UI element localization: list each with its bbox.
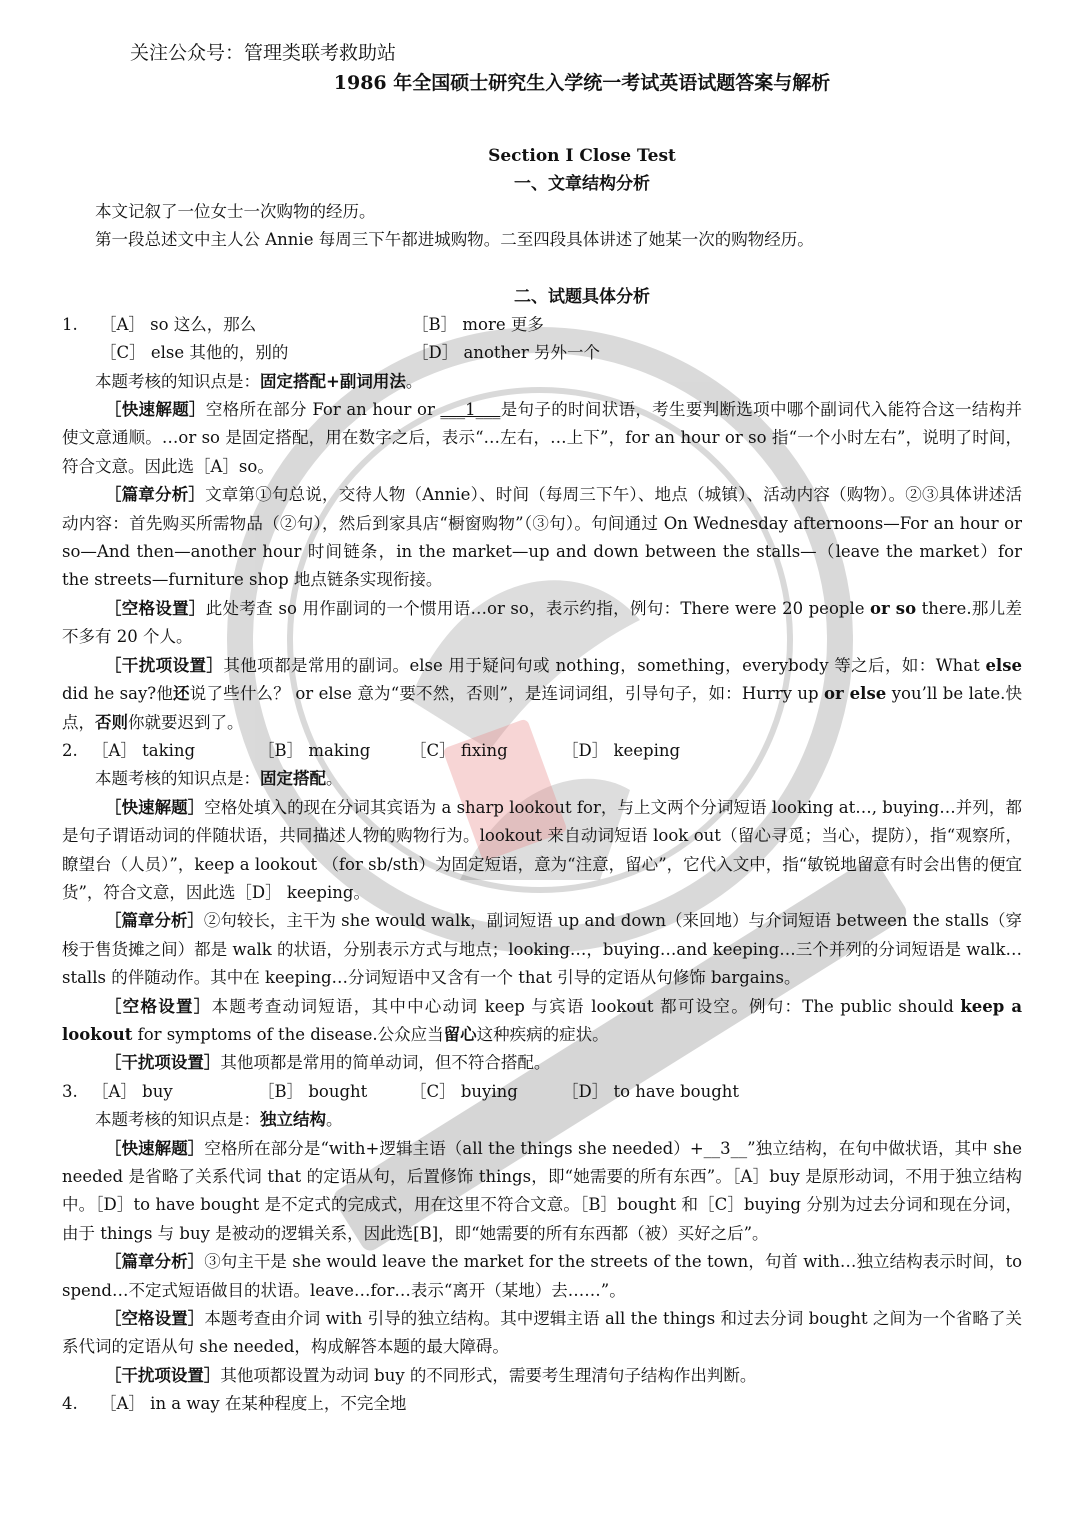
- question-1: [62, 311, 1022, 737]
- q1-option-b: ［B］ more 更多: [412, 314, 544, 334]
- q1-option-c: ［C］ else 其他的，别的: [100, 343, 289, 363]
- q3-distractor-setting: ［干扰项设置］其他项都设置为动词 buy 的不同形式，需要考生理清句子结构作出判断。: [104, 1365, 757, 1385]
- header-notice: 关注公众号：管理类联考救助站: [130, 42, 397, 64]
- q3-quick-solution: ［快速解题］空格所在部分是“with+逻辑主语（all the things she needed）+__3__”独立结构，在句中做状语，其中 she needed 是省略了关系代词 that 的定语从句，后置修饰 things，即“她需要的所有东西”。［A］buy 是原形动词，不用于独立结构中。［D］to have bought 是不定式的完成式，用在这里不符合文意。［B］bought 和［C］buying 分别为过去分词和现在分词，由于 things 与 buy 是被动的逻辑关系，因此选[B]，即“她需要的所有东西都（被）买好之后”。: [62, 1138, 1022, 1243]
- document-body: [62, 38, 1022, 1419]
- q2-number: 2.: [62, 740, 78, 760]
- q3-passage-analysis: ［篇章分析］③句主干是 she would leave the market for the streets of the town，句首 with…独立结构表示时间，to spend…不定式短语做目的状语。leave…for…表示“离开（某地）去……”。: [62, 1252, 1023, 1300]
- question-3: [62, 1078, 1022, 1390]
- q1-options-row2: [62, 339, 1022, 367]
- q2-distractor-setting: ［干扰项设置］其他项都是常用的简单动词，但不符合搭配。: [104, 1053, 551, 1073]
- q1-quick-solution: ［快速解题］空格所在部分 For an hour or ___1___是句子的时间状语，考生要判断选项中哪个副词代入能符合这一结构并使文意通顺。…or so 是固定搭配，用在数字之后，表示“…左右，…上下”，for an hour or so 指“一个小时左右”，说明了时间，符合文意。因此选［A］so。: [62, 400, 1023, 476]
- q3-options-row: [62, 1078, 1022, 1106]
- q1-number: 1.: [62, 314, 78, 334]
- q4-options-row: [62, 1390, 1022, 1418]
- q2-option-d: ［D］ keeping: [562, 740, 681, 760]
- q2-knowledge-point: 本题考核的知识点是：固定搭配。: [95, 769, 343, 789]
- q1-knowledge-point: 本题考核的知识点是：固定搭配+副词用法。: [95, 371, 423, 391]
- q3-option-a: ［A］ buy: [92, 1081, 173, 1101]
- q3-option-d: ［D］ to have bought: [562, 1081, 740, 1101]
- q2-passage-analysis: ［篇章分析］②句较长，主干为 she would walk，副词短语 up and down（来回地）与介词短语 between the stalls（穿梭于售货摊之间）都是 walk 的状语，分别表示方式与地点；looking…，buying…and keeping…三个并列的分词短语是 walk…stalls 的伴随动作。其中在 keeping…分词短语中又含有一个 that 引导的定语从句修饰 bargains。: [62, 911, 1022, 988]
- q3-option-b: ［B］ bought: [258, 1081, 368, 1101]
- q2-blank-setting: ［空格设置］本题考查动词短语，其中中心动词 keep 与宾语 lookout 都可设空。例句：The public should keep a lookout for symptoms of the disease.公众应当留心这种疾病的症状。: [62, 996, 1023, 1044]
- question-2: [62, 737, 1022, 1078]
- part2-title: 二、试题具体分析: [514, 286, 650, 307]
- q4-option-a: ［A］ in a way 在某种程度上，不完全地: [100, 1394, 407, 1414]
- q3-number: 3.: [62, 1081, 78, 1101]
- q2-option-c: ［C］ fixing: [410, 740, 508, 760]
- q4-number: 4.: [62, 1394, 78, 1414]
- page-title: 1986 年全国硕士研究生入学统一考试英语试题答案与解析: [333, 72, 831, 94]
- q1-option-a: ［A］ so 这么，那么: [100, 314, 257, 334]
- q1-blank-setting: ［空格设置］此处考查 so 用作副词的一个惯用语…or so，表示约指，例句：There were 20 people or so there.那儿差不多有 20 个人。: [62, 598, 1022, 647]
- q3-knowledge-point: 本题考核的知识点是：独立结构。: [95, 1110, 343, 1130]
- q2-options-row: [62, 737, 1022, 765]
- part1-paragraph-2: 第一段总述文中主人公 Annie 每周三下午都进城购物。二至四段具体讲述了她某一次的购物经历。: [95, 230, 814, 250]
- q2-option-b: ［B］ making: [258, 740, 371, 760]
- part1-title: 一、文章结构分析: [514, 174, 650, 194]
- section-title: Section I Close Test: [488, 146, 676, 166]
- part1-paragraph-1: 本文记叙了一位女士一次购物的经历。: [95, 202, 376, 221]
- q1-passage-analysis: ［篇章分析］文章第①句总说，交待人物（Annie）、时间（每周三下午）、地点（城镇）、活动内容（购物）。②③具体讲述活动内容：首先购买所需物品（②句），然后到家具店“橱窗购物”（③句）。句间通过 On Wednesday afternoons—For an hour or so—And then—another hour 时间链条，in the market—up and down between the stalls—（leave the market）for the streets—furniture shop 地点链条实现衔接。: [62, 485, 1023, 590]
- q1-distractor-setting: ［干扰项设置］其他项都是常用的副词。else 用于疑问句或 nothing，something，everybody 等之后，如：What else did he say?他还说了些什么？ or else 意为“要不然，否则”，是连词词组，引导句子，如：Hurry up or else you’ll be late.快点，否则你就要迟到了。: [62, 655, 1023, 732]
- q2-option-a: ［A］ taking: [92, 740, 196, 760]
- q2-quick-solution: ［快速解题］空格处填入的现在分词其宾语为 a sharp lookout for，与上文两个分词短语 looking at…, buying…并列，都是句子谓语动词的伴随状语，共同描述人物的购物行为。lookout 来自动词短语 look out（留心寻觅；当心，提防），指“观察所，瞭望台（人员）”，keep a lookout （for sb/sth）为固定短语，意为“注意，留心”，它代入文中，指“敏锐地留意有时会出售的便宜货”，符合文意，因此选［D］ keeping。: [62, 797, 1022, 902]
- q1-option-d: ［D］ another 另外一个: [412, 343, 601, 363]
- q3-blank-setting: ［空格设置］本题考查由介词 with 引导的独立结构。其中逻辑主语 all the things 和过去分词 bought 之间为一个省略了关系代词的定语从句 she needed，构成解答本题的最大障碍。: [62, 1309, 1022, 1357]
- q3-option-c: ［C］ buying: [410, 1081, 518, 1101]
- q1-options-row1: [62, 311, 1022, 339]
- question-4: [62, 1390, 1022, 1418]
